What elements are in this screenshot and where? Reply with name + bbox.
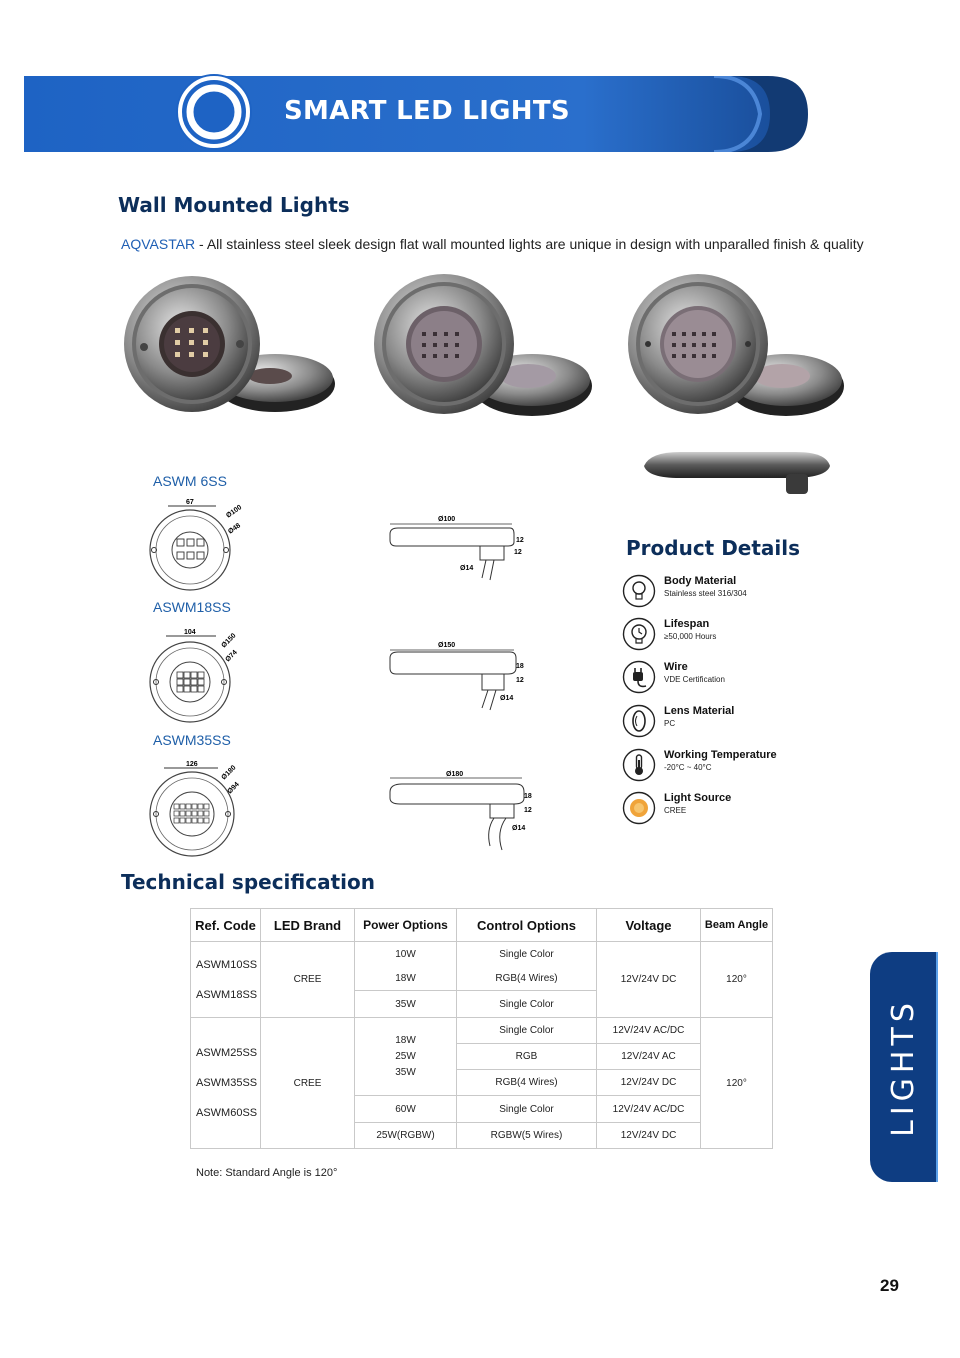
power-cell: 10W [355, 942, 457, 967]
side-cable-18ss: Ø14 [500, 695, 514, 702]
lamp-image-6ss [120, 272, 340, 422]
section-title: Wall Mounted Lights [118, 193, 350, 217]
brand-cell: CREE [261, 942, 355, 1018]
side-dia-18ss: Ø150 [438, 642, 456, 649]
dim-outer-35ss: Ø180 [220, 764, 238, 782]
dim-inner-6ss: Ø48 [227, 522, 242, 536]
table-header-row [191, 909, 773, 942]
front-drawing-35ss [146, 756, 256, 860]
lifespan-icon [622, 617, 656, 651]
brand-cell: CREE [261, 1018, 355, 1149]
side-h2-35ss: 12 [524, 807, 532, 814]
page-number: 29 [880, 1276, 899, 1295]
ref-code: ASWM10SS [196, 958, 258, 971]
power-cell: 25W(RGBW) [355, 1123, 457, 1149]
detail-value: PC [664, 719, 676, 728]
header-ref-code: Ref. Code [191, 909, 261, 942]
header-beam-angle: Beam Angle [701, 909, 773, 942]
detail-value: ≥50,000 Hours [664, 632, 717, 641]
detail-lifespan [622, 617, 822, 653]
front-drawing-18ss [146, 624, 256, 724]
logo-ring-icon [174, 72, 254, 152]
detail-label: Light Source [664, 792, 732, 804]
voltage-cell: 12V/24V AC [597, 1044, 701, 1070]
table-row [191, 942, 773, 967]
detail-value: VDE Certification [664, 675, 725, 684]
side-cable-6ss: Ø14 [460, 565, 474, 572]
control-cell: Single Color [457, 1018, 597, 1044]
thermometer-icon [622, 748, 656, 782]
control-cell: RGB(4 Wires) [457, 1070, 597, 1096]
power-value: 25W [395, 1050, 416, 1062]
detail-value: CREE [664, 806, 687, 815]
dim-inner-35ss: Ø94 [226, 781, 241, 796]
ref-code: ASWM60SS [196, 1107, 258, 1119]
dim-outer-6ss: Ø100 [225, 504, 244, 520]
front-drawing-6ss [146, 496, 256, 592]
header-control-options: Control Options [457, 909, 597, 942]
header-voltage: Voltage [597, 909, 701, 942]
side-dia-35ss: Ø180 [446, 771, 464, 778]
control-cell: Single Color [457, 942, 597, 967]
header-power-options: Power Options [355, 909, 457, 942]
control-cell: RGB [457, 1044, 597, 1070]
detail-lens-material [622, 704, 822, 740]
lamp-side-view [640, 444, 834, 498]
voltage-cell: 12V/24V DC [597, 942, 701, 1018]
dim-inner-18ss: Ø74 [224, 649, 239, 664]
detail-label: Lifespan [664, 618, 710, 630]
section-intro [121, 236, 864, 252]
side-h2-6ss: 12 [514, 549, 522, 556]
detail-label: Body Material [664, 575, 737, 587]
detail-value: -20°C ~ 40°C [664, 763, 712, 772]
model-label-18ss: ASWM18SS [153, 599, 231, 615]
tech-spec-title: Technical specification [121, 870, 375, 894]
header-led-brand: LED Brand [261, 909, 355, 942]
side-drawing-6ss [386, 512, 536, 584]
control-cell: Single Color [457, 991, 597, 1018]
power-cell: 60W [355, 1096, 457, 1123]
model-label-6ss: ASWM 6SS [153, 473, 227, 489]
voltage-cell: 12V/24V DC [597, 1070, 701, 1096]
bulb-icon [622, 574, 656, 608]
control-cell: RGBW(5 Wires) [457, 1123, 597, 1149]
table-row [191, 1018, 773, 1044]
control-cell: RGB(4 Wires) [457, 967, 597, 991]
spec-table [190, 908, 773, 1149]
side-cable-35ss: Ø14 [512, 825, 526, 832]
side-h1-35ss: 18 [524, 793, 532, 800]
side-h1-18ss: 18 [516, 663, 524, 670]
plug-icon [622, 660, 656, 694]
ref-code: ASWM35SS [196, 1077, 258, 1089]
power-cell: 35W [355, 991, 457, 1018]
power-value: 35W [395, 1066, 416, 1078]
detail-wire [622, 660, 822, 696]
detail-label: Wire [664, 661, 688, 673]
side-h2-18ss: 12 [516, 677, 524, 684]
table-note: Note: Standard Angle is 120° [196, 1167, 338, 1179]
lamp-image-18ss [372, 272, 597, 427]
ref-code: ASWM25SS [196, 1047, 258, 1059]
beam-cell: 120° [701, 942, 773, 1018]
power-value: 18W [395, 1034, 416, 1046]
side-tab-label: LIGHTS [885, 997, 921, 1137]
detail-label: Working Temperature [664, 749, 777, 761]
control-cell: Single Color [457, 1096, 597, 1123]
side-tab-label-wrap [870, 952, 936, 1182]
beam-cell: 120° [701, 1018, 773, 1149]
detail-body-material [622, 574, 822, 610]
model-label-35ss: ASWM35SS [153, 732, 231, 748]
detail-working-temperature [622, 748, 822, 784]
side-h1-6ss: 12 [516, 537, 524, 544]
side-drawing-35ss [386, 766, 542, 852]
lens-icon [622, 704, 656, 738]
section-description: - All stainless steel sleek design flat wall mounted lights are unique in design with unparalled finish & quality [195, 236, 864, 252]
ref-code: ASWM18SS [196, 988, 258, 1001]
detail-value: Stainless steel 316/304 [664, 589, 747, 598]
power-cell: 18W [355, 967, 457, 991]
brand-name: AQVASTAR [121, 236, 196, 252]
dim-outer-18ss: Ø150 [220, 632, 238, 650]
product-details-title: Product Details [626, 536, 801, 560]
light-source-icon [622, 791, 656, 825]
detail-light-source [622, 791, 822, 827]
voltage-cell: 12V/24V AC/DC [597, 1096, 701, 1123]
side-drawing-18ss [386, 638, 536, 714]
page-title: SMART LED LIGHTS [284, 96, 570, 126]
dim-width-6ss: 67 [186, 499, 194, 506]
dim-width-18ss: 104 [184, 629, 196, 636]
dim-width-35ss: 126 [186, 761, 198, 768]
side-dia-6ss: Ø100 [438, 516, 456, 523]
detail-label: Lens Material [664, 705, 735, 717]
ref-cell-group1 [191, 942, 261, 1018]
power-cell-multi [355, 1018, 457, 1096]
lamp-image-35ss [626, 272, 846, 427]
voltage-cell: 12V/24V DC [597, 1123, 701, 1149]
voltage-cell: 12V/24V AC/DC [597, 1018, 701, 1044]
ref-cell-group2 [191, 1018, 261, 1149]
